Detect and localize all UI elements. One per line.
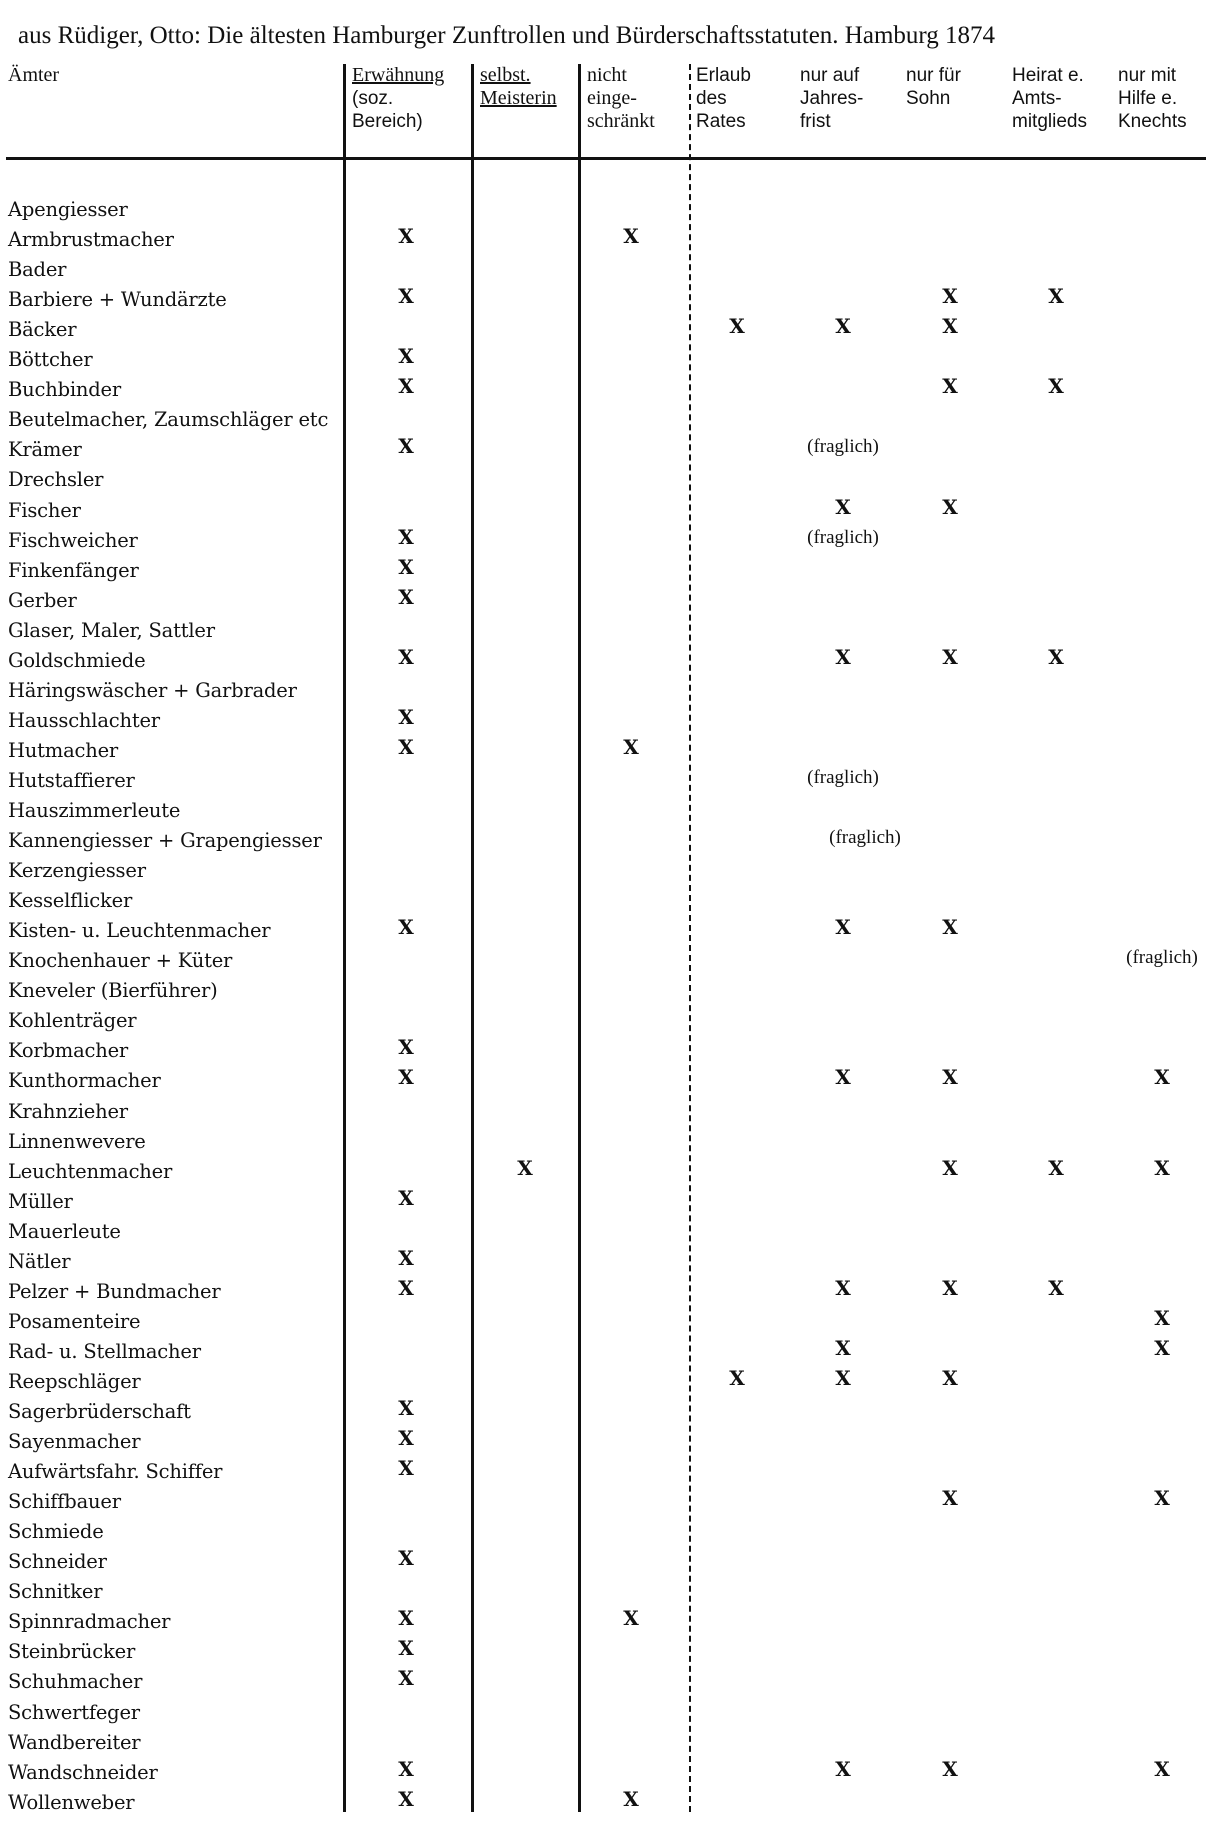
cell-mark: X [835,644,851,669]
row-name: Schmiede [8,1520,104,1544]
header-selbst-line1: selbst. [480,64,531,86]
cell-mark: X [835,1365,851,1390]
table-row [0,1335,1217,1370]
row-name: Mauerleute [8,1219,121,1243]
row-name: Fischweicher [8,528,138,552]
header-sohn-line1: nur für [906,65,961,86]
cell-mark: X [398,1546,414,1571]
table-row [0,314,1217,348]
row-name: Barbiere + Wundärzte [8,288,227,312]
row-name: Hutstaffierer [8,768,135,792]
header-knecht [1118,64,1187,133]
cell-mark: X [942,1065,958,1090]
cell-mark: X [398,1426,414,1451]
cell-mark: X [398,1456,414,1481]
row-name: Reepschläger [8,1369,141,1393]
cell-mark: X [1048,1275,1064,1300]
row-name: Fischer [8,498,81,522]
header-nur-fuer-sohn [906,64,961,110]
document-title: aus Rüdiger, Otto: Die ältesten Hamburger Zunftrollen und Bürderschaftsstatuten. Hamburg 1874 [18,22,996,49]
header-aemter: Ämter [8,64,60,86]
table-row [0,1155,1217,1190]
cell-fraglich: (fraglich) [807,766,879,788]
table-row [0,1426,1217,1460]
table-row [0,1486,1217,1520]
table-row [0,584,1217,619]
header-jahresfrist-line1: nur auf [800,65,860,86]
row-name: Wandschneider [8,1760,158,1784]
header-jahresfrist-line2: Jahres- [800,88,864,109]
row-name: Pelzer + Bundmacher [8,1279,221,1303]
cell-mark: X [398,1636,414,1661]
row-name: Knochenhauer + Küter [8,949,233,973]
table-row [0,1275,1217,1310]
cell-mark: X [623,224,639,249]
header-heirat-line2: Amts- [1012,88,1062,109]
header-selbst-line2: Meisterin [480,87,557,109]
cell-mark: X [1048,284,1064,309]
header-jahresfrist-line3: frist [800,111,831,132]
table-row [0,949,1217,979]
row-name: Korbmacher [8,1039,129,1063]
table-row [0,1636,1217,1670]
row-name: Glaser, Maler, Sattler [8,618,215,642]
table-row [0,1365,1217,1400]
cell-mark: X [623,1786,639,1811]
cell-mark: X [835,494,851,519]
header-erwaehnung-line3: Bereich) [352,111,423,132]
header-nicht-line1: nicht [587,64,627,86]
table-row [0,1520,1217,1550]
table-row [0,859,1217,889]
row-name: Krämer [8,438,82,462]
cell-mark: X [398,1396,414,1420]
table-row [0,766,1217,799]
cell-mark: X [942,644,958,669]
cell-mark: X [398,284,414,309]
table-row [0,468,1217,498]
row-name: Kneveler (Bierführer) [8,979,218,1003]
cell-mark: X [398,434,414,459]
row-name: Bäcker [8,318,77,342]
table-row [0,224,1217,258]
table-row [0,1666,1217,1700]
header-erlaub-des-rates [696,64,751,133]
row-name: Krahnzieher [8,1099,128,1123]
header-heirat-line3: mitglieds [1012,111,1087,132]
table-row [0,1546,1217,1580]
table-row [0,734,1217,769]
cell-mark: X [1154,1335,1170,1360]
header-erlaub-line2: des [696,88,727,109]
header-heirat [1012,64,1087,133]
cell-mark: X [1048,644,1064,669]
cell-mark: X [942,374,958,399]
header-erlaub-line1: Erlaub [696,65,751,86]
row-name: Kannengiesser + Grapengiesser [8,829,322,853]
table-row [0,799,1217,829]
row-name: Aufwärtsfahr. Schiffer [8,1460,223,1484]
row-name: Spinnradmacher [8,1610,171,1634]
row-name: Müller [8,1189,73,1213]
cell-fraglich: (fraglich) [1126,947,1198,969]
header-nicht-eingeschraenkt [587,64,655,133]
row-name: Nätler [8,1249,71,1273]
cell-mark: X [398,915,414,940]
cell-mark: X [517,1155,533,1180]
row-name: Böttcher [8,348,93,372]
cell-mark: X [835,915,851,940]
cell-mark: X [623,734,639,759]
row-name: Häringswäscher + Garbrader [8,678,297,702]
cell-mark: X [729,1365,745,1390]
table-row [0,1220,1217,1250]
cell-mark: X [1154,1756,1170,1781]
cell-mark: X [942,1275,958,1300]
header-erwaehnung-line2: (soz. [352,88,394,109]
table-row [0,1009,1217,1039]
cell-mark: X [398,1275,414,1300]
row-name: Finkenfänger [8,558,139,582]
cell-mark: X [398,344,414,369]
row-name: Posamenteire [8,1309,141,1333]
cell-mark: X [835,1065,851,1090]
row-name: Wollenweber [8,1790,135,1814]
cell-mark: X [942,1756,958,1781]
table-row [0,434,1217,468]
row-name: Kesselflicker [8,889,133,913]
table-row [0,1305,1217,1340]
table-row [0,1396,1217,1430]
cell-mark: X [398,1666,414,1691]
header-erwaehnung [352,64,444,133]
cell-mark: X [1048,374,1064,399]
table-row [0,1701,1217,1731]
cell-mark: X [942,1155,958,1180]
row-name: Hausschlachter [8,708,160,732]
table-row [0,979,1217,1009]
cell-fraglich: (fraglich) [807,526,879,548]
row-name: Linnenwevere [8,1129,146,1153]
cell-mark: X [398,1786,414,1811]
cell-mark: X [942,494,958,519]
row-name: Drechsler [8,468,104,492]
table-row [0,915,1217,949]
row-name: Kerzengiesser [8,859,146,883]
row-name: Kohlenträger [8,1009,137,1033]
cell-mark: X [398,704,414,729]
row-name: Hutmacher [8,738,119,762]
row-name: Sagerbrüderschaft [8,1400,191,1423]
cell-mark: X [942,314,958,339]
cell-mark: X [398,1606,414,1631]
header-erlaub-line3: Rates [696,111,746,132]
header-knecht-line3: Knechts [1118,111,1187,132]
cell-mark: X [942,1486,958,1511]
row-name: Schuhmacher [8,1670,143,1694]
header-jahresfrist [800,64,863,133]
table-row [0,408,1217,438]
table-row [0,644,1217,679]
row-name: Schiffbauer [8,1490,121,1514]
cell-mark: X [398,1185,414,1210]
cell-mark: X [398,644,414,669]
row-name: Sayenmacher [8,1430,141,1454]
row-name: Wandbereiter [8,1730,141,1754]
cell-mark: X [835,1275,851,1300]
cell-mark: X [942,284,958,309]
cell-mark: X [942,1365,958,1390]
table-row [0,1185,1217,1220]
row-name: Bader [8,258,67,282]
row-name: Rad- u. Stellmacher [8,1339,201,1363]
cell-mark: X [398,584,414,609]
cell-mark: X [623,1606,639,1631]
table-row [0,1065,1217,1099]
table-row [0,284,1217,318]
header-rule [6,157,1206,160]
cell-mark: X [1048,1155,1064,1180]
cell-mark: X [835,1335,851,1360]
row-name: Beutelmacher, Zaumschläger etc [8,408,329,432]
table-row [0,1456,1217,1490]
row-name: Steinbrücker [8,1640,136,1664]
cell-mark: X [1154,1486,1170,1511]
cell-mark: X [835,1756,851,1781]
header-heirat-line1: Heirat e. [1012,65,1084,86]
table-row [0,1606,1217,1640]
row-name: Schwertfeger [8,1700,140,1724]
cell-mark: X [398,1756,414,1781]
table-row [0,829,1217,859]
header-sohn-line2: Sohn [906,88,951,109]
cell-mark: X [398,1245,414,1270]
table-row [0,554,1217,589]
table-row [0,374,1217,408]
header-nicht-line2: einge- [587,87,637,109]
cell-mark: X [398,734,414,759]
row-name: Leuchtenmacher [8,1159,173,1183]
cell-mark: X [1154,1065,1170,1090]
row-name: Apengiesser [8,198,128,221]
row-name: Schnitker [8,1580,103,1604]
row-name: Gerber [8,588,77,612]
cell-mark: X [729,314,745,339]
table-row [0,1035,1217,1069]
table-row [0,1786,1217,1821]
table-row [0,679,1217,709]
cell-mark: X [1154,1155,1170,1180]
cell-fraglich: (fraglich) [807,436,879,458]
table-row [0,889,1217,919]
row-name: Armbrustmacher [8,228,174,252]
table-row [0,524,1217,559]
row-name: Buchbinder [8,378,121,402]
cell-mark: X [398,1065,414,1090]
cell-mark: X [398,554,414,579]
cell-mark: X [1154,1305,1170,1330]
row-name: Hauszimmerleute [8,799,181,822]
cell-fraglich: (fraglich) [829,827,901,849]
table-row [0,1731,1217,1761]
header-knecht-line1: nur mit [1118,65,1177,86]
cell-mark: X [398,524,414,549]
header-selbst-meisterin [480,64,557,110]
row-name: Kisten- u. Leuchtenmacher [8,919,271,943]
row-name: Goldschmiede [8,648,146,672]
header-erwaehnung-line1: Erwähnung [352,64,445,86]
cell-mark: X [398,374,414,399]
table-row [0,1100,1217,1130]
header-knecht-line2: Hilfe e. [1118,88,1178,109]
cell-mark: X [942,915,958,940]
header-nicht-line3: schränkt [587,110,655,132]
cell-mark: X [398,224,414,249]
row-name: Kunthormacher [8,1069,161,1093]
cell-mark: X [398,1035,414,1060]
cell-mark: X [835,314,851,339]
table-row [0,494,1217,529]
row-name: Schneider [8,1550,107,1574]
